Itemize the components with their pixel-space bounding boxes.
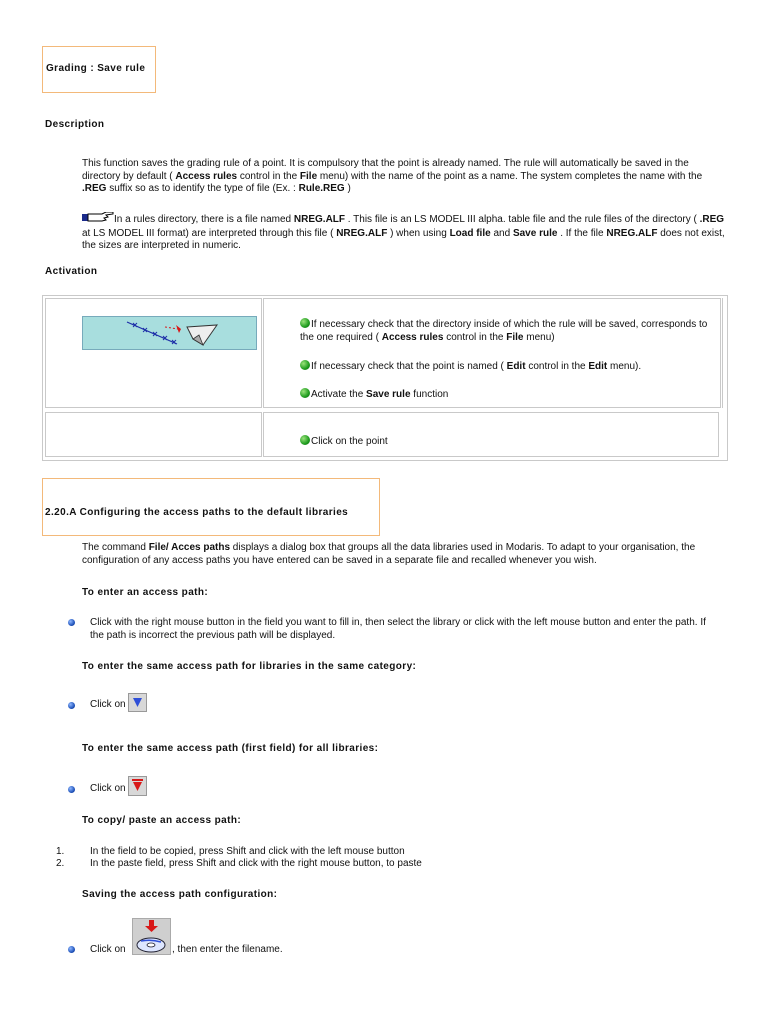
activation-heading: Activation bbox=[45, 266, 98, 277]
page-title: Grading : Save rule bbox=[46, 63, 146, 74]
copy-step-number-2: 2. bbox=[56, 858, 65, 869]
copy-step-number-1: 1. bbox=[56, 846, 65, 857]
green-dot-icon bbox=[300, 360, 310, 370]
click-on-red: Click on bbox=[90, 776, 147, 796]
bullet-icon bbox=[68, 619, 75, 626]
heading-same-category: To enter the same access path for libraries in the same category: bbox=[82, 661, 417, 672]
note-paragraph: In a rules directory, there is a file named NREG.ALF . This file is an LS MODEL III alpha. table file and the rule files of the directory ( .REG at LS MODEL III format) are interpreted through this file ( NREG.ALF ) when using Load file and Save rule . If the file NREG.ALF does not exist, the sizes are interpreted in numeric. bbox=[82, 214, 725, 251]
description-paragraph: This function saves the grading rule of a point. It is compulsory that the point is already named. The rule will automatically be saved in the directory by default ( Access rules control in the File menu) with the name of the point as a name. The system completes the name with the .REG suffix so as to identify the type of file (Ex. : Rule.REG ) bbox=[82, 158, 703, 194]
green-dot-icon bbox=[300, 388, 310, 398]
down-arrow-red-button[interactable] bbox=[128, 776, 147, 796]
down-arrow-blue-button[interactable] bbox=[128, 693, 147, 712]
section2-title: 2.20.A Configuring the access paths to the default libraries bbox=[45, 507, 349, 518]
enter-path-text: Click with the right mouse button in the field you want to fill in, then select the library or click with the left mouse button and enter the path. If the path is incorrect the previous path will be displayed. bbox=[90, 617, 706, 641]
green-dot-icon bbox=[300, 435, 310, 445]
heading-saving: Saving the access path configuration: bbox=[82, 889, 278, 900]
save-rule-icon[interactable] bbox=[82, 316, 257, 350]
table-right-rule bbox=[722, 298, 723, 408]
heading-first-field: To enter the same access path (first field) for all libraries: bbox=[82, 743, 379, 754]
copy-step-1: In the field to be copied, press Shift and click with the left mouse button bbox=[90, 846, 405, 857]
heading-enter-path: To enter an access path: bbox=[82, 587, 209, 598]
table-cell-icon bbox=[45, 298, 262, 408]
step-check-directory: If necessary check that the directory inside of which the rule will be saved, corresponds to the one required ( Access rules control in the File menu) bbox=[300, 319, 708, 343]
green-dot-icon bbox=[300, 318, 310, 328]
title-box bbox=[42, 46, 156, 93]
bullet-icon bbox=[68, 946, 75, 953]
access-paths-intro: The command File/ Acces paths displays a dialog box that groups all the data libraries used in Modaris. To adapt to your organisation, the configuration of any access paths you have entered can be saved in a separate file and recalled whenever you wish. bbox=[82, 542, 696, 566]
step-check-named: If necessary check that the point is named ( Edit control in the Edit menu). bbox=[300, 360, 715, 374]
heading-copy-paste: To copy/ paste an access path: bbox=[82, 815, 242, 826]
pointing-hand-icon bbox=[82, 212, 114, 228]
step-click-point: Click on the point bbox=[300, 435, 710, 449]
table-cell-empty bbox=[45, 412, 262, 457]
save-suffix-text: , then enter the filename. bbox=[172, 944, 283, 955]
bullet-icon bbox=[68, 786, 75, 793]
click-on-blue: Click on bbox=[90, 693, 147, 712]
section2-title-box bbox=[42, 478, 380, 536]
bullet-icon bbox=[68, 702, 75, 709]
save-config-button[interactable] bbox=[132, 918, 171, 955]
copy-step-2: In the paste field, press Shift and click with the right mouse button, to paste bbox=[90, 858, 422, 869]
click-on-save: Click on bbox=[90, 944, 126, 955]
step-activate: Activate the Save rule function bbox=[300, 388, 710, 402]
description-heading: Description bbox=[45, 119, 105, 130]
